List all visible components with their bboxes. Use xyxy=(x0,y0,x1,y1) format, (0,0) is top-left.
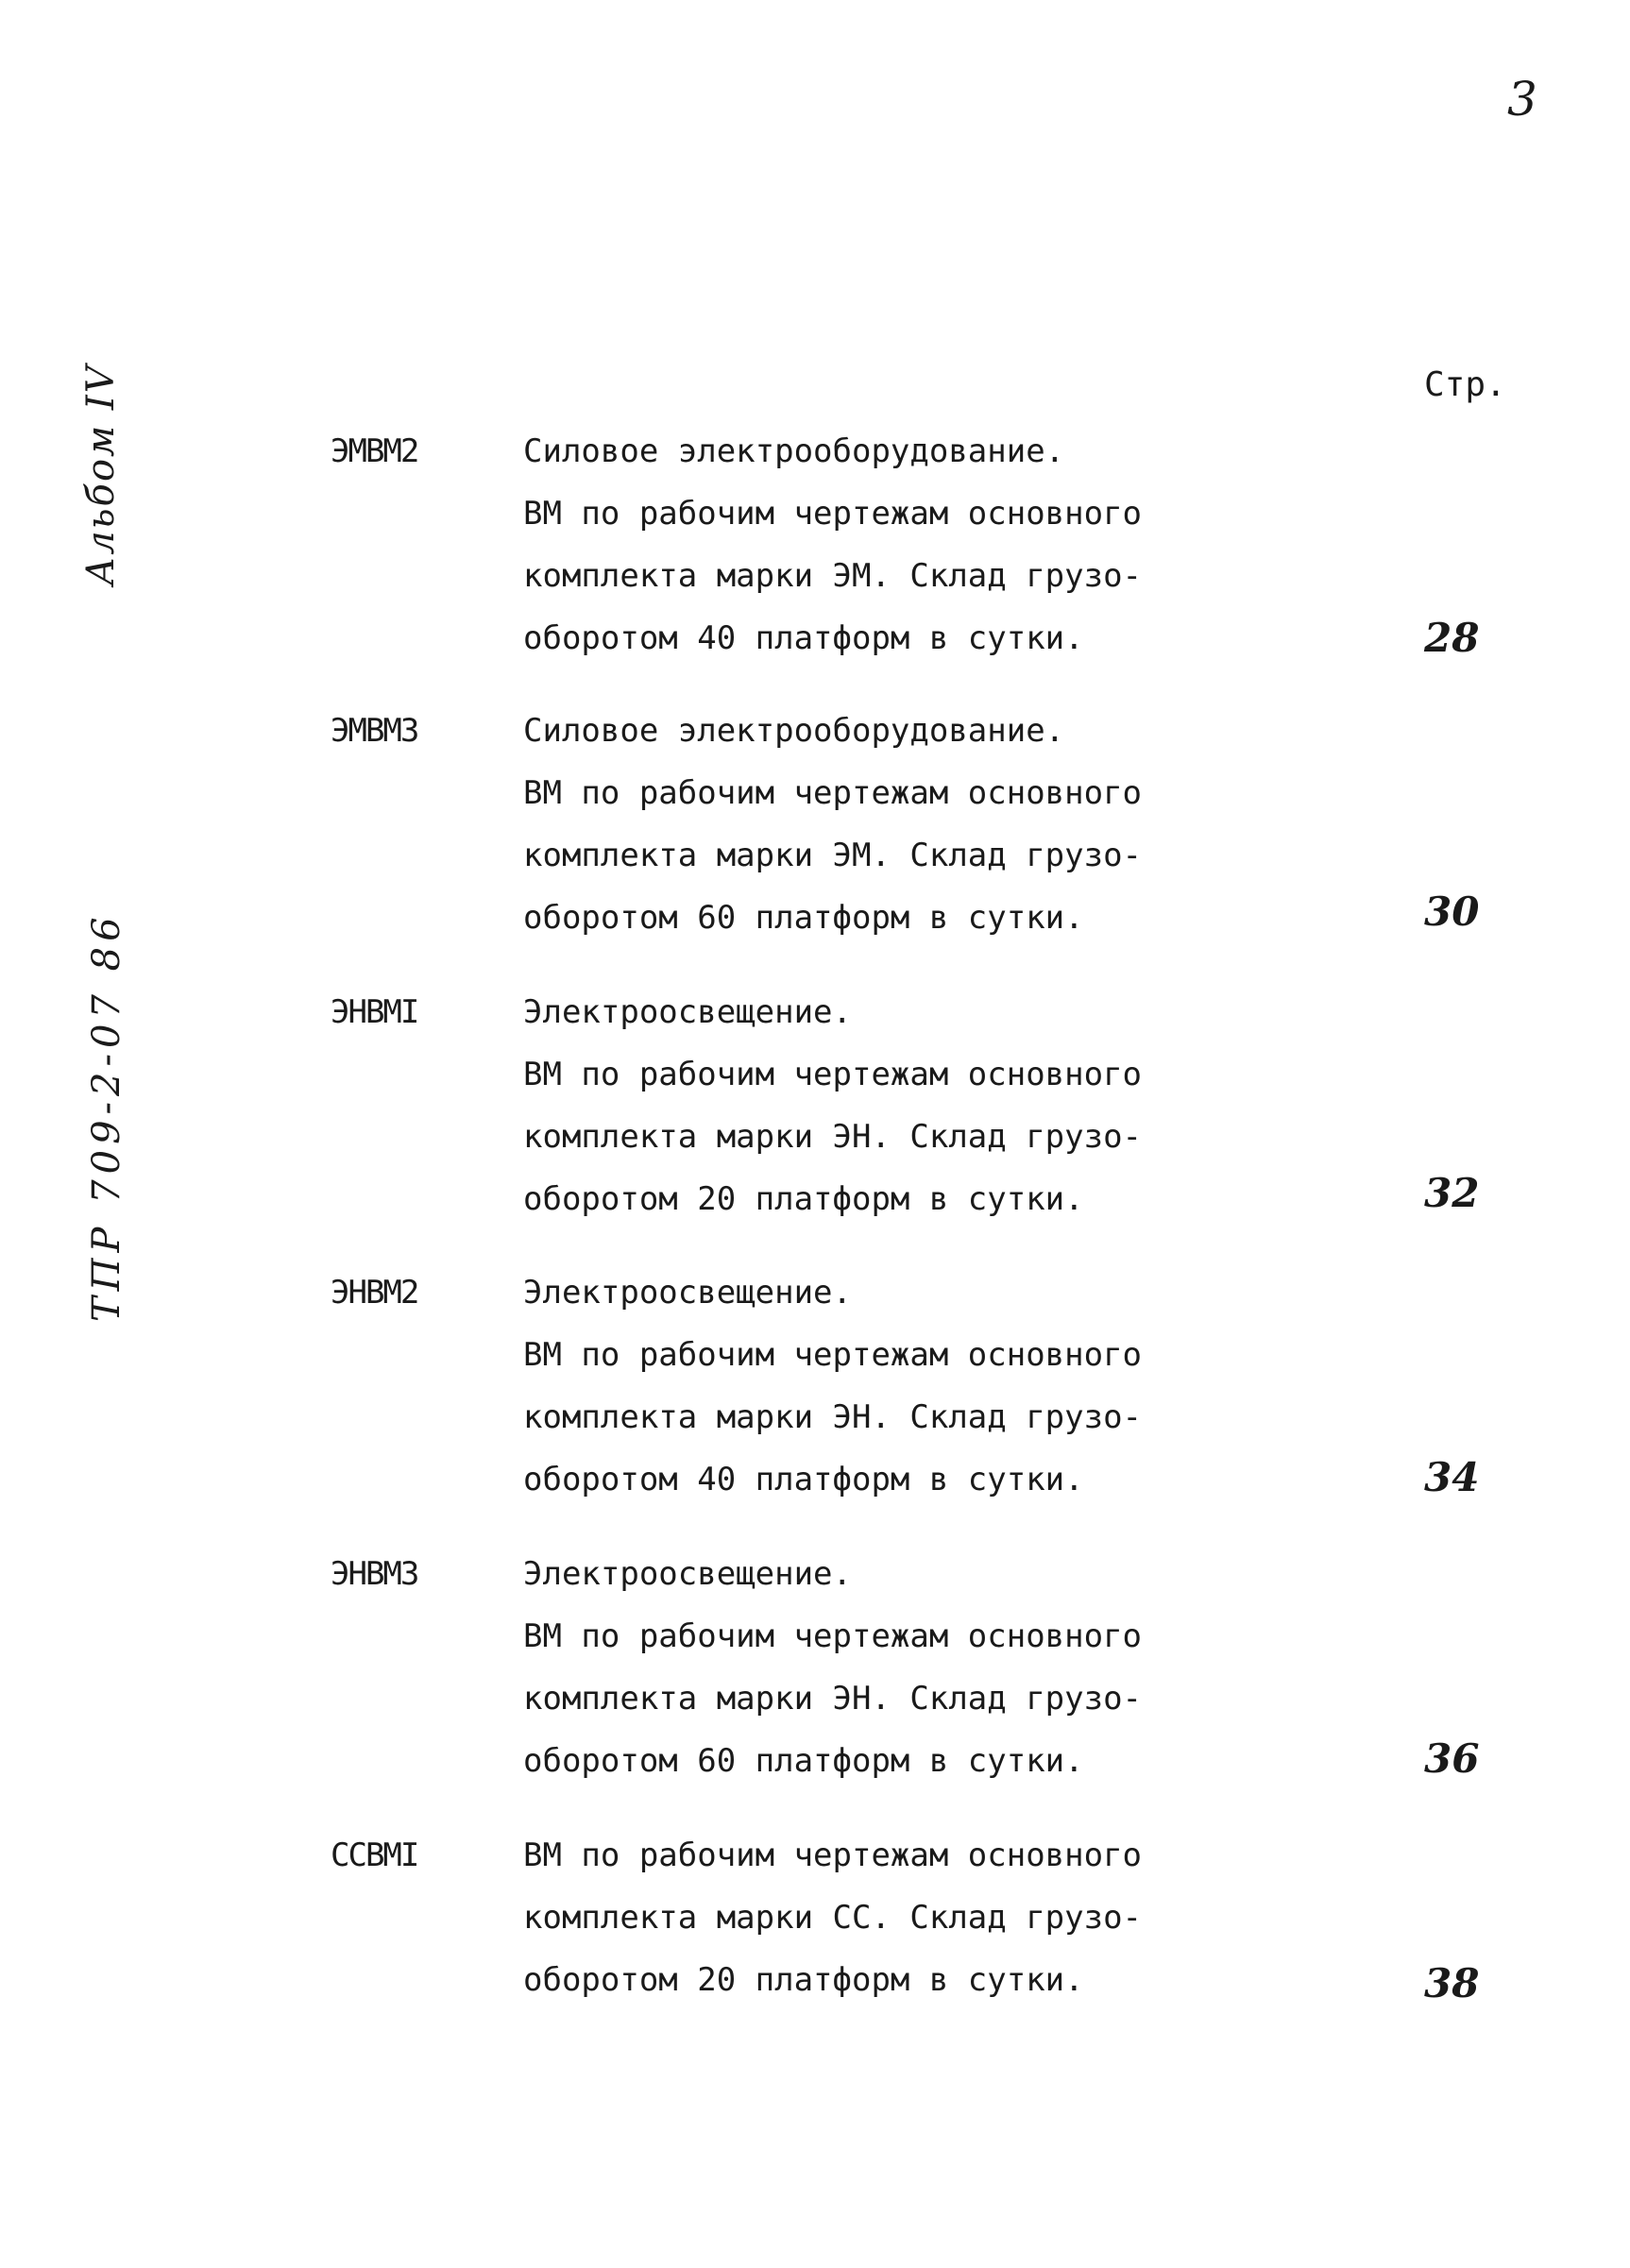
entry-line: комплекта марки СС. Склад грузо- xyxy=(523,1899,1143,1937)
entry-line: Силовое электрооборудование. xyxy=(523,712,1065,750)
entry-line: комплекта марки ЭМ. Склад грузо- xyxy=(523,837,1143,874)
page-column-header: Стр. xyxy=(1424,365,1506,404)
entry-page-number: 36 xyxy=(1424,1735,1480,1782)
entry-line: оборотом 40 платформ в сутки. xyxy=(523,1461,1084,1498)
entry-code: ЭМВМ3 xyxy=(331,712,418,750)
entry-description xyxy=(523,981,1184,1230)
entry-line: оборотом 20 платформ в сутки. xyxy=(523,1961,1084,1999)
entry-code: ЭНВМI xyxy=(331,993,418,1031)
entry-line: оборотом 60 платформ в сутки. xyxy=(523,899,1084,937)
entry-page-number: 38 xyxy=(1424,1960,1480,2006)
entry-code: ССВМI xyxy=(331,1836,418,1874)
entry-line: комплекта марки ЭН. Склад грузо- xyxy=(523,1398,1143,1436)
entry-line: ВМ по рабочим чертежам основного xyxy=(523,1836,1143,1874)
entry-description xyxy=(523,420,1184,669)
page-number: 3 xyxy=(1507,72,1537,127)
margin-document-code: ТПР 709-2-07 86 xyxy=(85,911,128,1322)
entry-line: оборотом 40 платформ в сутки. xyxy=(523,619,1084,657)
entry-code: ЭМВМ2 xyxy=(331,432,418,470)
entry-line: комплекта марки ЭН. Склад грузо- xyxy=(523,1118,1143,1156)
entry-line: ВМ по рабочим чертежам основного xyxy=(523,495,1143,533)
entry-description xyxy=(523,700,1184,949)
entry-line: оборотом 20 платформ в сутки. xyxy=(523,1180,1084,1218)
entry-line: Электроосвещение. xyxy=(523,993,852,1031)
entry-line: ВМ по рабочим чертежам основного xyxy=(523,774,1143,812)
entry-line: Электроосвещение. xyxy=(523,1274,852,1312)
entry-description xyxy=(523,1824,1184,2011)
entry-line: Электроосвещение. xyxy=(523,1555,852,1593)
entry-line: ВМ по рабочим чертежам основного xyxy=(523,1336,1143,1374)
entry-line: Силовое электрооборудование. xyxy=(523,432,1065,470)
entry-line: оборотом 60 платформ в сутки. xyxy=(523,1742,1084,1780)
entry-line: комплекта марки ЭМ. Склад грузо- xyxy=(523,557,1143,595)
entry-code: ЭНВМ3 xyxy=(331,1555,418,1593)
entry-description xyxy=(523,1543,1184,1792)
entry-line: комплекта марки ЭН. Склад грузо- xyxy=(523,1680,1143,1718)
entry-code: ЭНВМ2 xyxy=(331,1274,418,1312)
entry-line: ВМ по рабочим чертежам основного xyxy=(523,1056,1143,1093)
entry-page-number: 28 xyxy=(1424,615,1480,661)
entry-line: ВМ по рабочим чертежам основного xyxy=(523,1617,1143,1655)
entry-description xyxy=(523,1261,1184,1511)
entry-page-number: 30 xyxy=(1424,889,1480,935)
entry-page-number: 32 xyxy=(1424,1170,1480,1216)
margin-album-label: Альбом IV xyxy=(79,364,123,585)
entry-page-number: 34 xyxy=(1424,1454,1480,1500)
